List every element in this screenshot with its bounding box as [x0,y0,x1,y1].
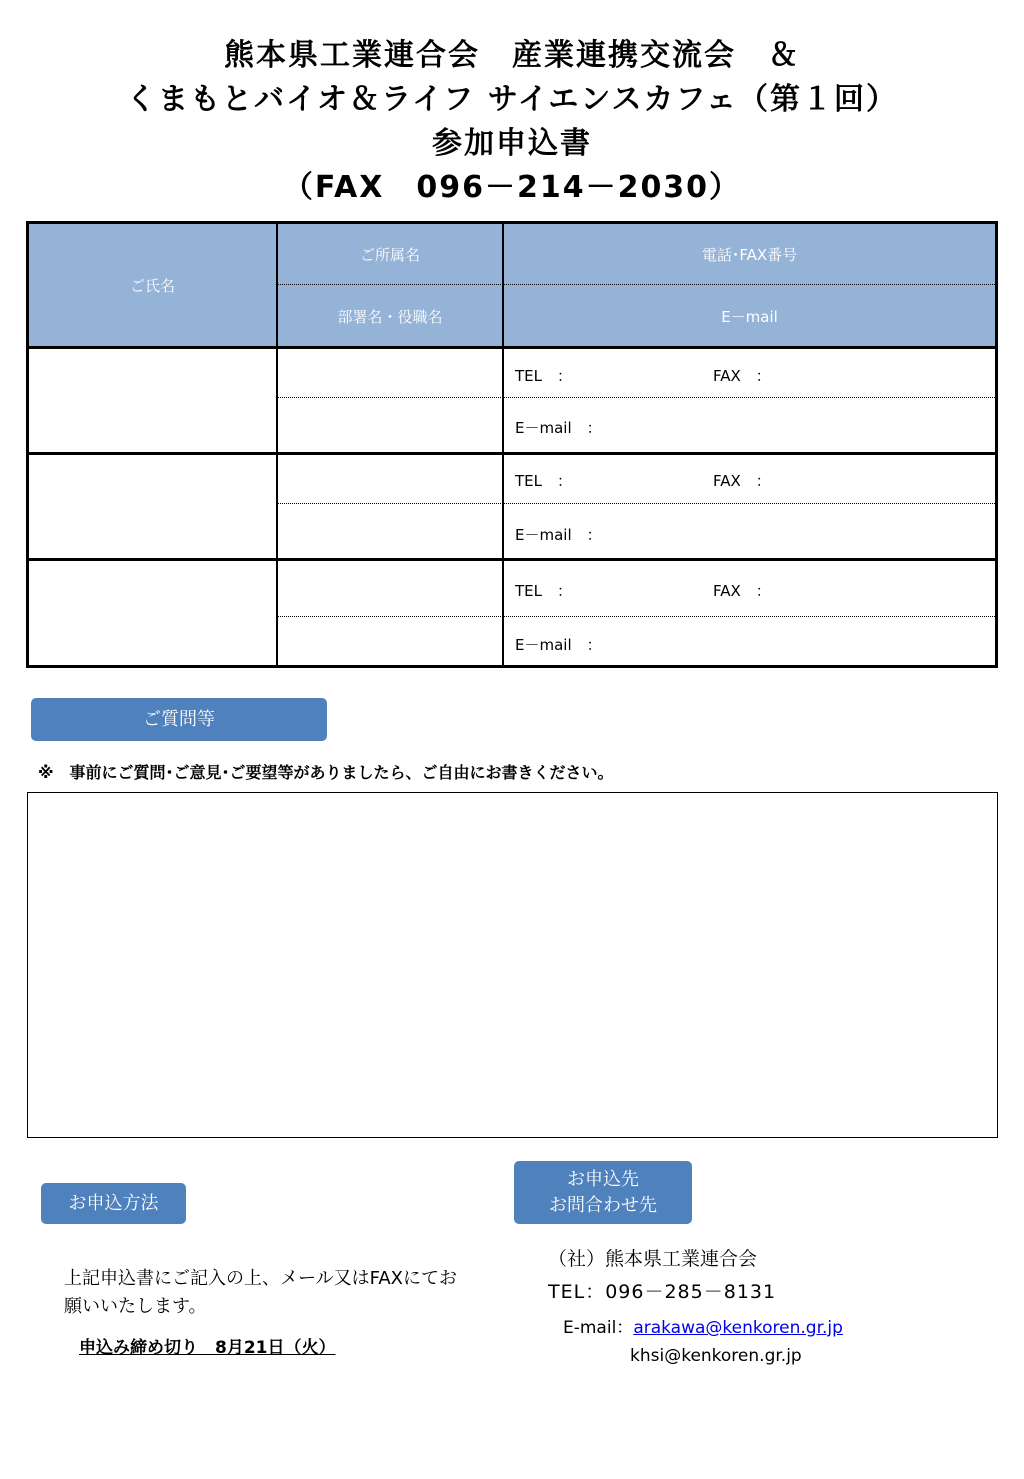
column-divider-1 [276,224,278,665]
column-divider-2 [502,224,504,665]
row-2-tel-label: TEL ： [515,472,572,490]
title-line-1: 熊本県工業連合会 産業連携交流会 ＆ [224,38,800,73]
row-3-tel-label: TEL ： [515,582,572,600]
row-1-email-label: E－mail ： [515,419,602,437]
contact-email-prefix: E-mail： [563,1318,634,1338]
row-1-tel-label: TEL ： [515,367,572,385]
contact-label-line-2: お問合わせ先 [549,1194,657,1216]
title-line-4: （FAX 096－214－2030） [282,170,742,205]
contact-email-line [563,1313,843,1338]
row-3-email-label: E－mail ： [515,636,602,654]
header-phone-fax: 電話･FAX番号 [701,245,798,264]
row-1-dotted-divider [278,397,995,398]
form-title [0,34,1024,210]
title-line-3: 参加申込書 [432,126,592,161]
contact-organization: （社）熊本県工業連合会 [548,1248,758,1270]
row-1-fax-label: FAX ： [713,367,771,385]
contact-label-line-1: お申込先 [567,1168,639,1190]
row-divider-2 [29,558,995,561]
header-affiliation: ご所属名 [359,245,420,264]
row-3-dotted-divider [278,616,995,617]
questions-input-box[interactable] [27,792,998,1138]
header-email: E－mail [721,307,778,326]
header-name: ご氏名 [129,276,175,295]
row-3-fax-label: FAX ： [713,582,771,600]
row-divider-1 [29,452,995,455]
contact-label [514,1161,692,1224]
questions-label: ご質問等 [31,698,327,741]
title-line-2: くまもとバイオ＆ライフ サイエンスカフェ（第１回） [125,82,899,117]
deadline-text: 申込み締め切り 8月21日（火） [79,1338,336,1358]
questions-note: ※ 事前にご質問･ご意見･ご要望等がありましたら、ご自由にお書きください。 [38,763,614,782]
application-method-text: 上記申込書にご記入の上、メール又はFAXにてお願いいたします。 [64,1268,457,1317]
registration-table [26,221,998,668]
row-2-dotted-divider [278,503,995,504]
contact-email-link[interactable]: arakawa@kenkoren.gr.jp [633,1318,843,1338]
contact-email-2: khsi@kenkoren.gr.jp [630,1346,802,1366]
header-department: 部署名・役職名 [337,307,443,326]
table-header [29,224,995,349]
row-2-fax-label: FAX ： [713,472,771,490]
header-dotted-divider [278,284,995,285]
application-method-label: お申込方法 [41,1183,186,1224]
row-2-email-label: E－mail ： [515,526,602,544]
contact-phone: TEL：096－285－8131 [548,1281,777,1303]
